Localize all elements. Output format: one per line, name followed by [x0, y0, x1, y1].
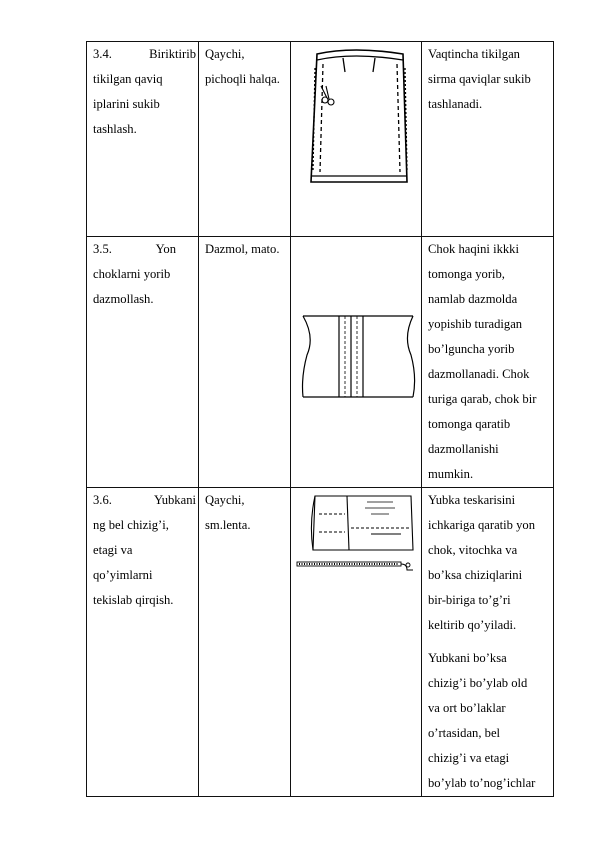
operation-head: Yubkani [154, 493, 196, 507]
step-number: 3.6. [93, 493, 112, 507]
description-cell [422, 488, 554, 797]
description-cell [422, 42, 554, 237]
technology-table [86, 41, 554, 797]
skirt-pattern-with-measuring-tape-figure [291, 488, 422, 779]
tools-text: Dazmol, mato. [205, 242, 280, 256]
tools-cell [199, 237, 291, 488]
tools-cell [199, 488, 291, 797]
description-text: Yubka teskarisini ichkariga qaratib yon chok, vitochka va bo’ksa chiziqlarini bir-biriga to’g’ri keltirib qo’yiladi. [428, 493, 536, 632]
pressed-open-side-seam-figure [291, 237, 422, 486]
description-text: Chok haqini ikkki tomonga yorib, namlab dazmolda yopishib turadigan bo’lguncha yorib dazmollanadi. Chok turiga qarab, chok bir tomonga qaratib dazmollanishi mumkin. [428, 242, 537, 481]
skirt-panel-with-scissors-figure [291, 42, 422, 236]
measuring-tape-icon [297, 562, 413, 570]
operation-head: Biriktirib [149, 47, 196, 61]
figure-cell [291, 488, 422, 797]
step-number: 3.4. [93, 47, 112, 61]
operation-text: choklarni yorib dazmollash. [93, 267, 171, 306]
step-number: 3.5. [93, 242, 112, 256]
description-text: Vaqtincha tikilgan sirma qaviqlar sukib tashlanadi. [428, 47, 531, 111]
operation-head: Yon [155, 242, 176, 256]
scissors-icon [321, 86, 334, 105]
figure-cell [291, 237, 422, 488]
tools-cell [199, 42, 291, 237]
operation-cell [87, 237, 199, 488]
description-cell [422, 237, 554, 488]
table-row [87, 237, 554, 488]
operation-text: ng bel chizig’i, etagi va qo’yimlarni tekislab qirqish. [93, 518, 174, 607]
operation-cell [87, 42, 199, 237]
table-row [87, 488, 554, 797]
tools-text: Qaychi, sm.lenta. [205, 493, 251, 532]
figure-cell [291, 42, 422, 237]
operation-text: tikilgan qaviq iplarini sukib tashlash. [93, 72, 163, 136]
table-row [87, 42, 554, 237]
operation-cell [87, 488, 199, 797]
tools-text: Qaychi, pichoqli halqa. [205, 47, 280, 86]
description-text-continued: Yubkani bo’ksa chizig’i bo’ylab old va ort bo’laklar o’rtasidan, bel chizig’i va etagi bo’ylab to’nog’ichlar [428, 651, 536, 790]
